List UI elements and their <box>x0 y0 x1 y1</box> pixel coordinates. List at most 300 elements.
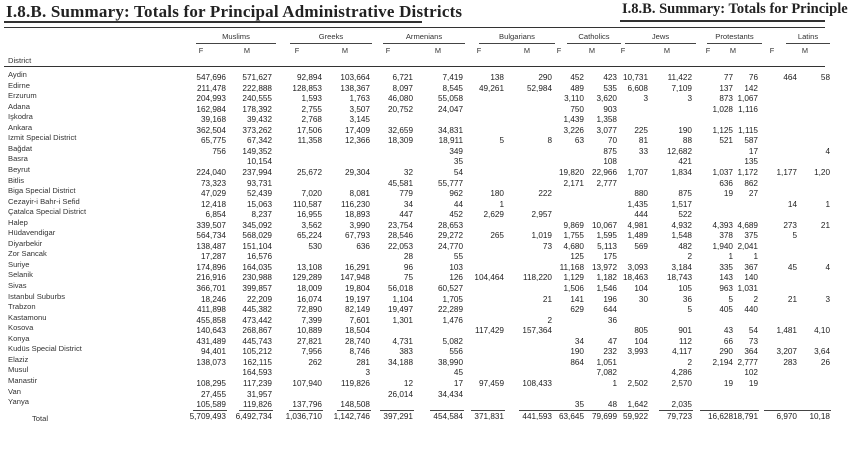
table-cell: 34,434 <box>437 389 463 399</box>
table-cell: 125 <box>570 252 584 262</box>
table-cell: 28,740 <box>344 336 370 346</box>
table-cell: 17,287 <box>200 252 226 262</box>
total-underline <box>615 410 649 411</box>
table-cell: 11,422 <box>667 73 692 82</box>
table-cell: 3 <box>365 368 370 378</box>
table-cell: 55,058 <box>437 94 463 104</box>
table-cell: 36 <box>682 294 692 304</box>
column-subheader-m: M <box>801 46 809 55</box>
total-cell: 59,922 <box>622 411 648 421</box>
title-rule-left <box>4 21 422 23</box>
table-cell: 104,464 <box>474 273 504 283</box>
table-cell: 2,041 <box>737 241 758 251</box>
column-subheader-f: F <box>620 46 626 55</box>
table-cell: 180 <box>490 189 504 199</box>
table-cell: 16,955 <box>296 210 322 220</box>
column-group-underline <box>290 43 372 44</box>
district-name: Bağdat <box>8 143 33 153</box>
column-group-greeks: Greeks <box>318 32 344 41</box>
table-cell: 105,589 <box>196 400 226 410</box>
table-cell: 77 <box>723 73 733 82</box>
table-cell: 22,053 <box>387 241 413 251</box>
table-cell: 105 <box>678 284 692 293</box>
total-cell: 6,970 <box>776 411 797 421</box>
table-cell: 1,182 <box>596 273 617 283</box>
table-cell: 224,040 <box>196 167 226 177</box>
table-cell: 1 <box>499 199 504 209</box>
table-cell: 378 <box>719 231 733 241</box>
table-cell: 119,826 <box>341 378 370 388</box>
total-cell: 1,142,746 <box>333 411 370 421</box>
table-cell: 7,956 <box>301 347 322 357</box>
table-cell: 10,889 <box>296 326 322 336</box>
table-cell: 72,890 <box>296 305 322 315</box>
table-cell: 6,721 <box>392 73 413 82</box>
table-cell: 3,077 <box>596 125 617 135</box>
table-cell: 73 <box>542 241 552 251</box>
table-cell: 1,548 <box>671 231 692 241</box>
table-cell: 102 <box>744 368 758 378</box>
column-group-underline <box>625 43 696 44</box>
table-cell: 18,309 <box>387 136 413 146</box>
table-cell: 16,576 <box>246 252 272 262</box>
table-cell: 3,145 <box>349 115 370 125</box>
table-cell: 2,502 <box>627 378 648 388</box>
total-underline <box>380 410 414 411</box>
table-cell: 27,455 <box>200 389 226 399</box>
table-cell: 3,990 <box>349 220 370 230</box>
table-cell: 21 <box>787 294 797 304</box>
table-cell: 1,125 <box>712 125 733 135</box>
table-cell: 75 <box>403 273 413 283</box>
table-cell: 1,019 <box>531 231 552 241</box>
table-cell: 128,853 <box>292 83 322 93</box>
district-name: Aydin <box>8 70 27 79</box>
table-cell: 1 <box>612 378 617 388</box>
total-underline <box>471 410 505 411</box>
total-cell: 79,723 <box>666 411 692 421</box>
total-cell: 10,18 <box>809 411 830 421</box>
district-name: Kastamonu <box>8 312 47 322</box>
column-subheader-m: M <box>434 46 442 55</box>
table-cell: 138 <box>490 73 504 82</box>
table-cell: 7,020 <box>301 189 322 199</box>
table-cell: 3,993 <box>627 347 648 357</box>
column-group-bulgarians: Bulgarians <box>499 32 535 41</box>
column-group-latins: Latins <box>797 32 819 41</box>
table-cell: 97,459 <box>478 378 504 388</box>
table-cell: 65,224 <box>296 231 322 241</box>
table-cell: 240,555 <box>242 94 272 104</box>
total-underline <box>430 410 464 411</box>
column-subheader-f: F <box>294 46 300 55</box>
district-name: Ankara <box>8 122 33 132</box>
table-cell: 5,082 <box>442 336 463 346</box>
total-underline <box>725 410 759 411</box>
total-cell: 454,584 <box>433 411 463 421</box>
column-subheader-m: M <box>663 46 671 55</box>
table-cell: 1,177 <box>776 167 797 177</box>
table-cell: 178,392 <box>242 104 272 114</box>
table-cell: 750 <box>570 104 584 114</box>
table-cell: 880 <box>634 189 648 199</box>
table-cell: 30 <box>638 294 648 304</box>
total-cell: 6,492,734 <box>235 411 272 421</box>
table-cell: 629 <box>570 305 584 315</box>
table-cell: 196 <box>603 294 617 304</box>
table-cell: 70 <box>607 136 617 146</box>
table-cell: 1,763 <box>349 94 370 104</box>
total-cell: 397,291 <box>383 411 413 421</box>
table-cell: 445,382 <box>242 305 272 315</box>
table-cell: 38,990 <box>437 357 463 367</box>
table-cell: 2,755 <box>301 104 322 114</box>
table-cell: 1,028 <box>712 104 733 114</box>
table-cell: 5 <box>499 136 504 146</box>
table-cell: 143 <box>719 273 733 283</box>
table-cell: 117,239 <box>243 378 272 388</box>
table-cell: 32,659 <box>387 125 413 135</box>
table-cell: 4,117 <box>672 347 692 357</box>
table-cell: 118,220 <box>523 273 552 283</box>
table-cell: 2,777 <box>596 178 617 188</box>
table-cell: 8,545 <box>442 83 463 93</box>
table-cell: 273 <box>783 220 797 230</box>
column-group-muslims: Muslims <box>222 32 250 41</box>
table-cell: 19,820 <box>558 167 584 177</box>
table-cell: 2,171 <box>563 178 584 188</box>
table-cell: 1,755 <box>563 231 584 241</box>
table-cell: 1,489 <box>627 231 648 241</box>
table-cell: 18,504 <box>344 326 370 336</box>
district-name: Musul <box>8 365 29 375</box>
header-top-rule <box>4 27 825 28</box>
table-cell: 44 <box>453 199 463 209</box>
table-cell: 1,593 <box>301 94 322 104</box>
table-cell: 148,508 <box>340 400 370 410</box>
table-cell: 27,821 <box>296 336 322 346</box>
column-group-underline <box>707 43 762 44</box>
district-name: Konya <box>8 333 30 343</box>
column-group-underline <box>383 43 465 44</box>
table-cell: 19,197 <box>344 294 370 304</box>
district-name: Biga Special District <box>8 186 76 196</box>
table-cell: 27 <box>748 189 758 199</box>
table-cell: 230,988 <box>242 273 272 283</box>
table-cell: 19,497 <box>387 305 413 315</box>
district-name: Adana <box>8 101 30 111</box>
table-cell: 34 <box>574 336 584 346</box>
table-cell: 522 <box>678 210 692 220</box>
table-cell: 110,587 <box>293 199 322 209</box>
table-cell: 1,940 <box>712 241 733 251</box>
table-cell: 2,957 <box>531 210 552 220</box>
table-cell: 56,018 <box>387 284 413 293</box>
district-name: Beyrut <box>8 164 30 174</box>
table-cell: 34,831 <box>437 125 463 135</box>
table-cell: 88 <box>682 136 692 146</box>
table-cell: 162,984 <box>196 104 226 114</box>
total-cell: 79,699 <box>591 411 617 421</box>
table-cell: 2,035 <box>671 400 692 410</box>
table-cell: 129,289 <box>292 273 322 283</box>
table-cell: 373,262 <box>242 125 272 135</box>
table-cell: 12 <box>403 378 413 388</box>
table-cell: 8,237 <box>251 210 272 220</box>
table-cell: 8,081 <box>349 189 370 199</box>
column-group-armenians: Armenians <box>405 32 443 41</box>
table-cell: 211,478 <box>197 83 226 93</box>
district-header: District <box>8 56 32 65</box>
total-underline <box>551 410 585 411</box>
table-cell: 34 <box>403 199 413 209</box>
table-cell: 67,793 <box>344 231 370 241</box>
table-cell: 367 <box>744 262 758 272</box>
table-cell: 17 <box>748 146 758 156</box>
table-cell: 35 <box>453 157 463 167</box>
table-cell: 447 <box>399 210 413 220</box>
table-cell: 1,707 <box>627 167 648 177</box>
page-title-right: I.8.B. Summary: Totals for Principle <box>622 1 848 17</box>
district-name: Işkodra <box>8 112 33 122</box>
table-cell: 58 <box>820 73 830 82</box>
table-cell: 10,154 <box>246 157 272 167</box>
table-cell: 18,463 <box>622 273 648 283</box>
district-name: Erzurum <box>8 91 37 101</box>
table-cell: 3 <box>687 94 692 104</box>
table-cell: 54 <box>453 167 463 177</box>
table-cell: 19,804 <box>344 284 370 293</box>
table-cell: 55 <box>453 252 463 262</box>
table-cell: 281 <box>356 357 370 367</box>
table-cell: 142 <box>744 83 758 93</box>
table-cell: 12,682 <box>666 146 692 156</box>
table-cell: 190 <box>570 347 584 357</box>
table-cell: 39,168 <box>200 115 226 125</box>
table-cell: 135 <box>744 157 758 167</box>
table-cell: 225 <box>634 125 648 135</box>
table-cell: 452 <box>449 210 463 220</box>
table-cell: 138,073 <box>196 357 226 367</box>
table-cell: 149,352 <box>242 146 272 156</box>
district-name: Selanik <box>8 270 33 280</box>
table-cell: 13,972 <box>591 262 617 272</box>
table-cell: 33 <box>638 146 648 156</box>
total-underline <box>519 410 553 411</box>
table-cell: 399,857 <box>242 284 272 293</box>
table-cell: 93,731 <box>246 178 272 188</box>
table-cell: 345,092 <box>242 220 272 230</box>
table-cell: 1,051 <box>596 357 617 367</box>
table-cell: 21 <box>542 294 552 304</box>
table-cell: 875 <box>678 189 692 199</box>
table-cell: 22,209 <box>246 294 272 304</box>
table-cell: 5 <box>728 294 733 304</box>
table-cell: 1,172 <box>737 167 758 177</box>
table-cell: 104 <box>634 336 648 346</box>
table-cell: 107,940 <box>292 378 322 388</box>
table-cell: 137 <box>719 83 733 93</box>
table-cell: 10,731 <box>622 73 648 82</box>
table-cell: 222,888 <box>242 83 272 93</box>
table-cell: 290 <box>538 73 552 82</box>
table-cell: 268,867 <box>242 326 272 336</box>
table-cell: 644 <box>603 305 617 315</box>
table-cell: 12,366 <box>344 136 370 146</box>
table-cell: 5 <box>792 231 797 241</box>
table-cell: 1,481 <box>776 326 797 336</box>
total-underline <box>289 410 323 411</box>
table-cell: 3,64 <box>814 347 830 357</box>
table-cell: 364 <box>744 347 758 357</box>
table-cell: 164,035 <box>242 262 272 272</box>
total-underline <box>239 410 273 411</box>
table-cell: 147,948 <box>340 273 370 283</box>
table-cell: 52,439 <box>246 189 272 199</box>
page-title: I.8.B. Summary: Totals for Principal Administrative Districts <box>6 2 463 21</box>
table-cell: 5,113 <box>597 241 617 251</box>
column-subheader-m: M <box>588 46 596 55</box>
table-cell: 1,439 <box>563 115 584 125</box>
table-cell: 32 <box>403 167 413 177</box>
table-cell: 349 <box>449 146 463 156</box>
total-underline <box>193 410 227 411</box>
table-cell: 1,129 <box>563 273 584 283</box>
district-name: Basra <box>8 154 28 164</box>
table-cell: 1 <box>753 252 758 262</box>
table-cell: 104 <box>634 284 648 293</box>
column-subheader-f: F <box>769 46 775 55</box>
table-cell: 405 <box>719 305 733 315</box>
table-cell: 162,115 <box>243 357 272 367</box>
total-cell: 5,709,493 <box>189 411 226 421</box>
table-cell: 48 <box>607 400 617 410</box>
table-cell: 204,993 <box>196 94 226 104</box>
table-cell: 482 <box>678 241 692 251</box>
table-cell: 17 <box>453 378 463 388</box>
column-group-underline <box>196 43 276 44</box>
table-cell: 7,109 <box>671 83 692 93</box>
column-subheader-m: M <box>341 46 349 55</box>
table-cell: 66 <box>723 336 733 346</box>
table-cell: 140,643 <box>196 326 226 336</box>
table-cell: 17,409 <box>344 125 370 135</box>
table-cell: 116,230 <box>341 199 370 209</box>
table-cell: 16,291 <box>344 262 370 272</box>
table-cell: 151,104 <box>242 241 272 251</box>
table-cell: 126 <box>449 273 463 283</box>
table-cell: 335 <box>719 262 733 272</box>
table-cell: 283 <box>783 357 797 367</box>
table-cell: 65,775 <box>200 136 226 146</box>
district-name: Kosova <box>8 323 34 333</box>
table-cell: 1,116 <box>738 104 758 114</box>
table-cell: 24,047 <box>437 104 463 114</box>
table-cell: 108 <box>603 157 617 167</box>
table-cell: 232 <box>603 347 617 357</box>
table-cell: 423 <box>603 73 617 82</box>
table-cell: 464 <box>783 73 797 82</box>
table-cell: 15,063 <box>246 199 272 209</box>
table-cell: 45 <box>453 368 463 378</box>
table-cell: 339,507 <box>196 220 226 230</box>
table-cell: 2,777 <box>737 357 758 367</box>
table-cell: 39,432 <box>246 115 272 125</box>
table-cell: 19 <box>723 189 733 199</box>
table-cell: 10,067 <box>591 220 617 230</box>
table-cell: 779 <box>399 189 413 199</box>
table-cell: 4 <box>825 262 830 272</box>
table-cell: 17,506 <box>296 125 322 135</box>
table-cell: 2,194 <box>712 357 733 367</box>
total-underline <box>337 410 371 411</box>
district-name: Bitlis <box>8 175 25 185</box>
table-cell: 47 <box>607 336 617 346</box>
table-cell: 1,067 <box>737 94 758 104</box>
table-cell: 411,898 <box>197 305 226 315</box>
table-cell: 222 <box>538 189 552 199</box>
table-cell: 117,429 <box>475 326 504 336</box>
table-cell: 4 <box>825 146 830 156</box>
table-cell: 473,442 <box>242 315 272 325</box>
table-cell: 2 <box>687 357 692 367</box>
table-cell: 862 <box>744 178 758 188</box>
table-cell: 25,672 <box>296 167 322 177</box>
table-cell: 67,342 <box>246 136 272 146</box>
table-cell: 76 <box>748 73 758 82</box>
table-cell: 22,289 <box>437 305 463 315</box>
table-cell: 55,777 <box>437 178 463 188</box>
table-cell: 452 <box>570 73 584 82</box>
table-cell: 1,506 <box>563 284 584 293</box>
table-cell: 81 <box>638 136 648 146</box>
table-cell: 4,680 <box>563 241 584 251</box>
table-cell: 903 <box>603 104 617 114</box>
table-cell: 864 <box>570 357 584 367</box>
table-cell: 8,746 <box>349 347 370 357</box>
total-label: Total <box>32 413 49 423</box>
table-cell: 13,108 <box>296 262 322 272</box>
district-name: Cezayir-i Bahr-i Sefid <box>8 196 80 206</box>
table-cell: 54 <box>748 326 758 336</box>
table-cell: 3,207 <box>776 347 797 357</box>
district-name: Izmit Special District <box>8 133 77 143</box>
table-cell: 60,527 <box>437 284 463 293</box>
table-cell: 1,642 <box>627 400 648 410</box>
table-cell: 963 <box>719 284 733 293</box>
district-name: Suriye <box>8 259 30 269</box>
table-cell: 28 <box>403 252 413 262</box>
table-cell: 290 <box>719 347 733 357</box>
table-cell: 190 <box>678 125 692 135</box>
table-cell: 4,689 <box>737 220 758 230</box>
table-cell: 45,581 <box>387 178 413 188</box>
district-name: Hüdavendigar <box>8 228 56 238</box>
table-cell: 73 <box>748 336 758 346</box>
table-cell: 52,984 <box>526 83 552 93</box>
table-cell: 1,037 <box>712 167 733 177</box>
column-subheader-f: F <box>556 46 562 55</box>
table-cell: 21 <box>820 220 830 230</box>
table-cell: 421 <box>678 157 692 167</box>
district-name: Diyarbekir <box>8 238 43 248</box>
table-cell: 875 <box>603 146 617 156</box>
table-cell: 103,664 <box>340 73 370 82</box>
table-cell: 4,286 <box>671 368 692 378</box>
table-cell: 3 <box>643 94 648 104</box>
table-cell: 18,893 <box>344 210 370 220</box>
column-group-underline <box>567 43 621 44</box>
